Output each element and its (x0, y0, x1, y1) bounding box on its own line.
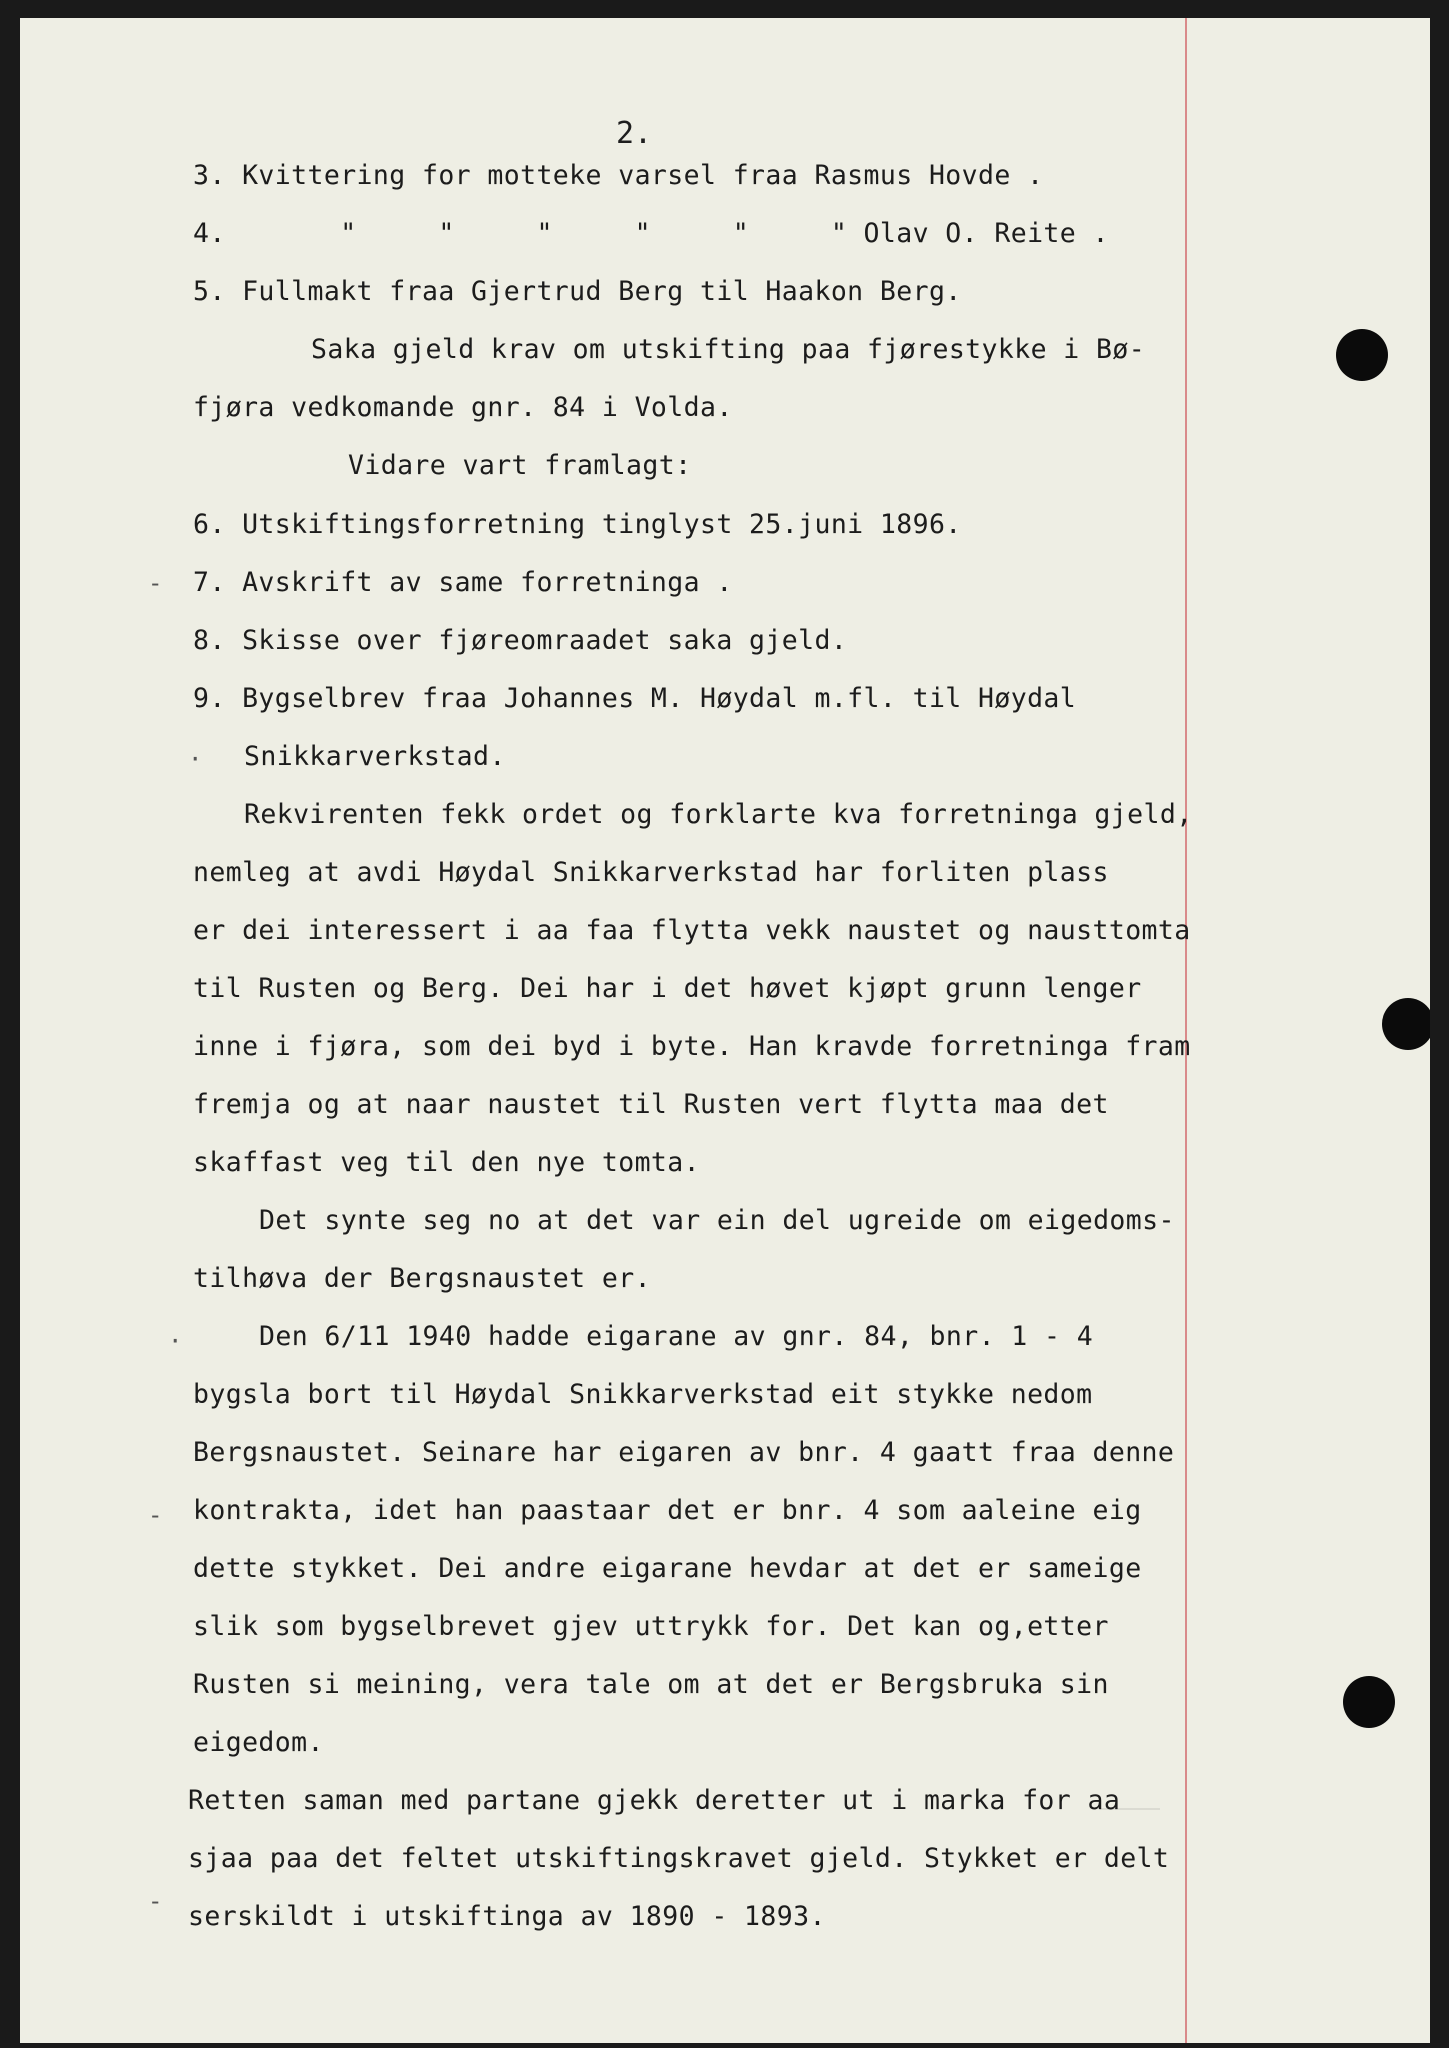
text-line: Den 6/11 1940 hadde eigarane av gnr. 84, bnr. 1 - 4 (259, 1321, 1094, 1352)
punch-hole (1343, 1676, 1395, 1728)
text-line: er dei interessert i aa faa flytta vekk naustet og nausttomta (193, 915, 1191, 946)
text-line: eigedom. (193, 1727, 324, 1758)
text-line: 9. Bygselbrev fraa Johannes M. Høydal m.fl. til Høydal (193, 683, 1077, 714)
margin-mark: - (148, 1501, 163, 1529)
faint-bleed-through (1100, 1808, 1160, 1810)
punch-hole (1336, 329, 1388, 381)
text-line: skaffast veg til den nye tomta. (193, 1147, 700, 1178)
margin-mark: · (188, 745, 203, 773)
text-line: 5. Fullmakt fraa Gjertrud Berg til Haakon Berg. (193, 276, 962, 307)
text-line: tilhøva der Bergsnaustet er. (193, 1263, 651, 1294)
text-line: Snikkarverkstad. (244, 741, 506, 772)
text-line: serskildt i utskiftinga av 1890 - 1893. (188, 1901, 826, 1932)
text-line: fjøra vedkomande gnr. 84 i Volda. (193, 392, 733, 423)
text-line: Det synte seg no at det var ein del ugreide om eigedoms- (259, 1205, 1175, 1236)
text-line: fremja og at naar naustet til Rusten vert flytta maa det (193, 1089, 1109, 1120)
margin-mark: - (148, 569, 163, 597)
text-line: Retten saman med partane gjekk deretter ut i marka for aa (188, 1785, 1121, 1816)
text-line: Rusten si meining, vera tale om at det er Bergsbruka sin (193, 1669, 1109, 1700)
margin-mark: - (148, 1887, 163, 1915)
text-line: Saka gjeld krav om utskifting paa fjørestykke i Bø- (311, 334, 1146, 365)
text-line: sjaa paa det feltet utskiftingskravet gjeld. Stykket er delt (188, 1843, 1170, 1874)
text-line: 8. Skisse over fjøreomraadet saka gjeld. (193, 625, 848, 656)
text-line: 6. Utskiftingsforretning tinglyst 25.juni 1896. (193, 509, 962, 540)
text-line: nemleg at avdi Høydal Snikkarverkstad har forliten plass (193, 857, 1109, 888)
text-line: Bergsnaustet. Seinare har eigaren av bnr. 4 gaatt fraa denne (193, 1437, 1175, 1468)
text-line: slik som bygselbrevet gjev uttrykk for. Det kan og,etter (193, 1611, 1109, 1642)
text-line: 7. Avskrift av same forretninga . (193, 567, 733, 598)
text-line: dette stykket. Dei andre eigarane hevdar at det er sameige (193, 1553, 1142, 1584)
text-line: bygsla bort til Høydal Snikkarverkstad eit stykke nedom (193, 1379, 1093, 1410)
text-line: 3. Kvittering for motteke varsel fraa Rasmus Hovde . (193, 160, 1044, 191)
text-line: inne i fjøra, som dei byd i byte. Han kravde forretninga fram (193, 1031, 1191, 1062)
document-page (20, 18, 1430, 2043)
text-line: Rekvirenten fekk ordet og forklarte kva forretninga gjeld, (244, 799, 1193, 830)
punch-hole (1382, 998, 1430, 1050)
text-line: til Rusten og Berg. Dei har i det høvet kjøpt grunn lenger (193, 973, 1142, 1004)
text-line: Vidare vart framlagt: (348, 450, 692, 481)
text-line: kontrakta, idet han paastaar det er bnr. 4 som aaleine eig (193, 1495, 1142, 1526)
text-line: 4. " " " " " " Olav O. Reite . (193, 218, 1109, 249)
margin-mark: · (168, 1327, 183, 1355)
page-number: 2. (616, 116, 653, 151)
